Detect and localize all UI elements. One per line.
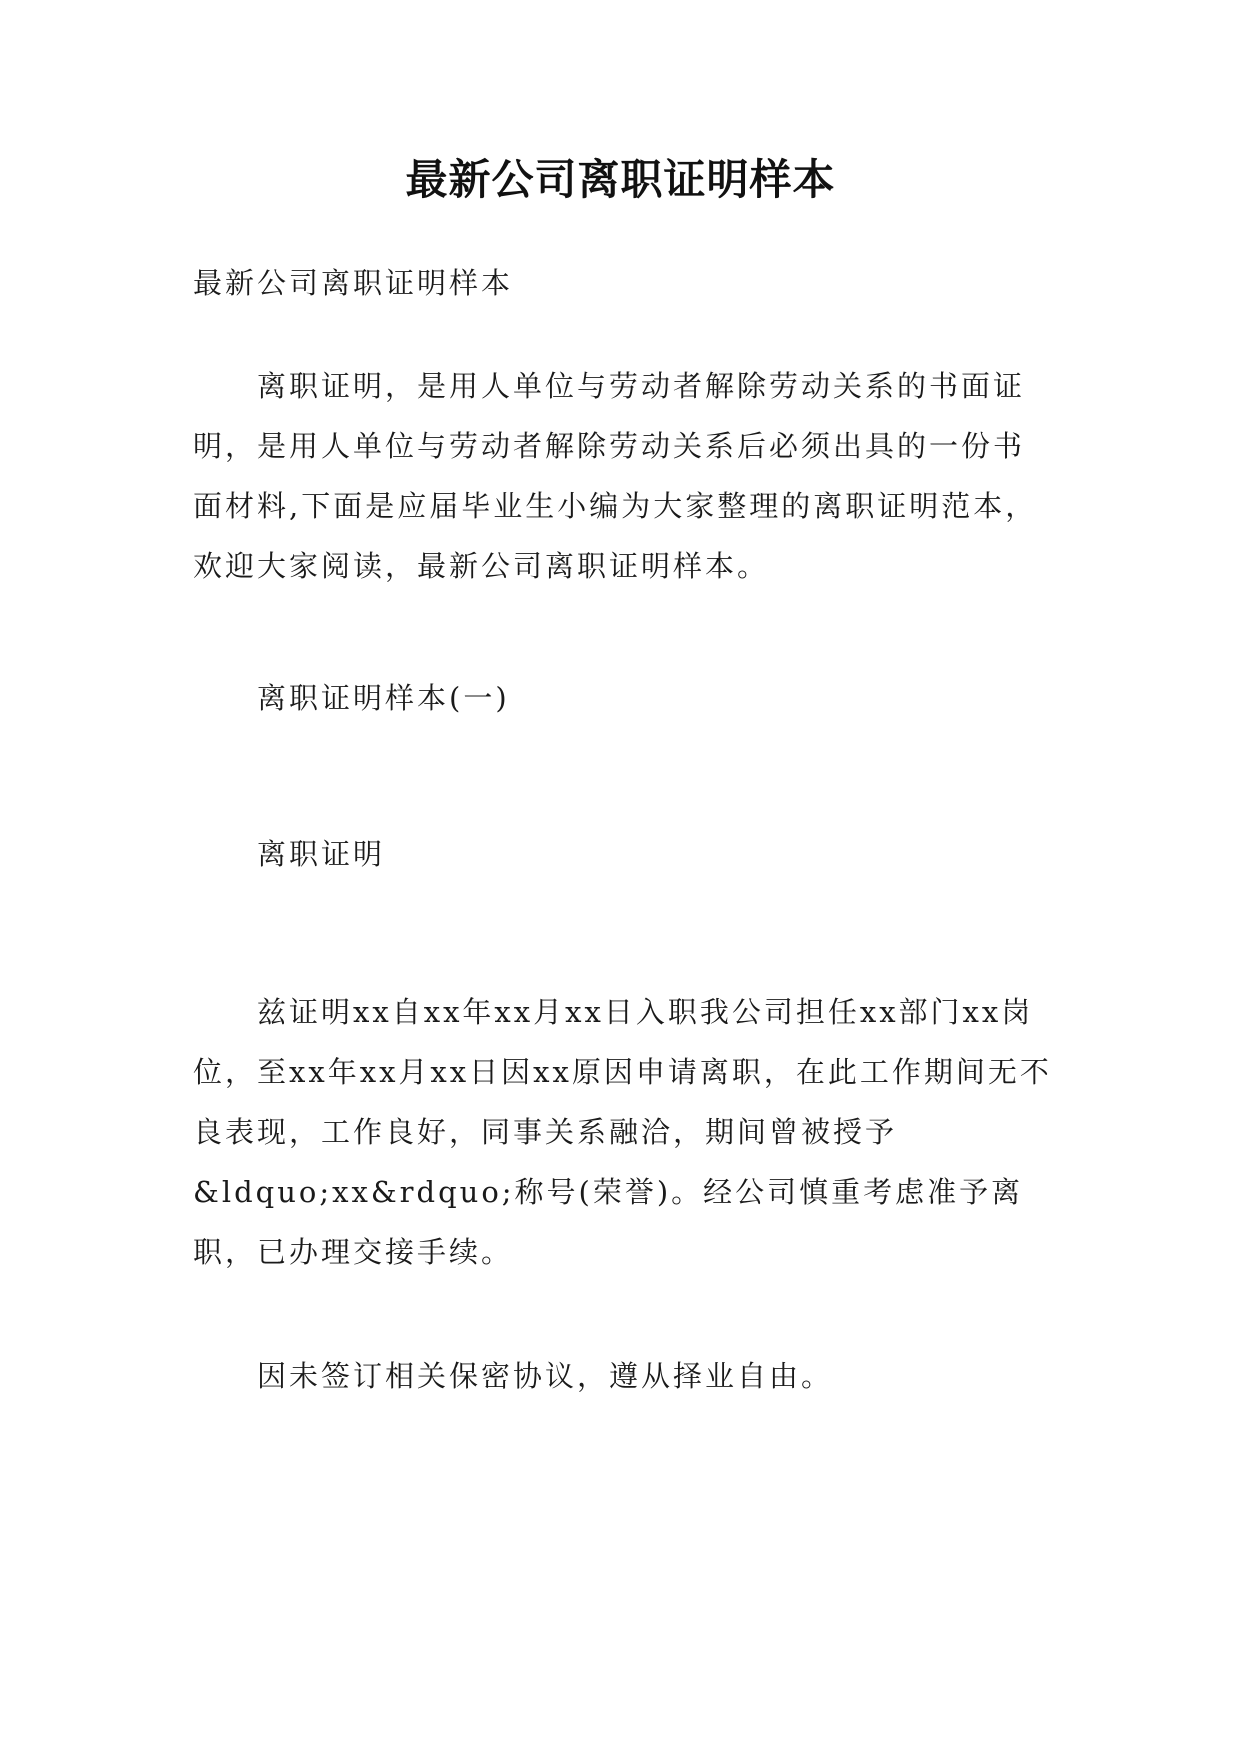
intro-paragraph: 离职证明，是用人单位与劳动者解除劳动关系的书面证明，是用人单位与劳动者解除劳动关系后必须出具的一份书面材料,下面是应届毕业生小编为大家整理的离职证明范本，欢迎大家阅读，最新公司离职证明样本。 xyxy=(193,369,1038,583)
certificate-body-paragraph: 兹证明xx自xx年xx月xx日入职我公司担任xx部门xx岗位，至xx年xx月xx日因xx原因申请离职，在此工作期间无不良表现，工作良好，同事关系融洽，期间曾被授予&ldquo;xx&rdquo;称号(荣誉)。经公司慎重考虑准予离职，已办理交接手续。 xyxy=(193,995,1052,1269)
certificate-heading: 离职证明 xyxy=(257,837,386,871)
confidentiality-note: 因未签订相关保密协议，遵从择业自由。 xyxy=(257,1359,834,1393)
document-subtitle: 最新公司离职证明样本 xyxy=(193,266,514,300)
sample-heading: 离职证明样本(一) xyxy=(257,681,510,715)
document-title: 最新公司离职证明样本 xyxy=(405,155,836,204)
